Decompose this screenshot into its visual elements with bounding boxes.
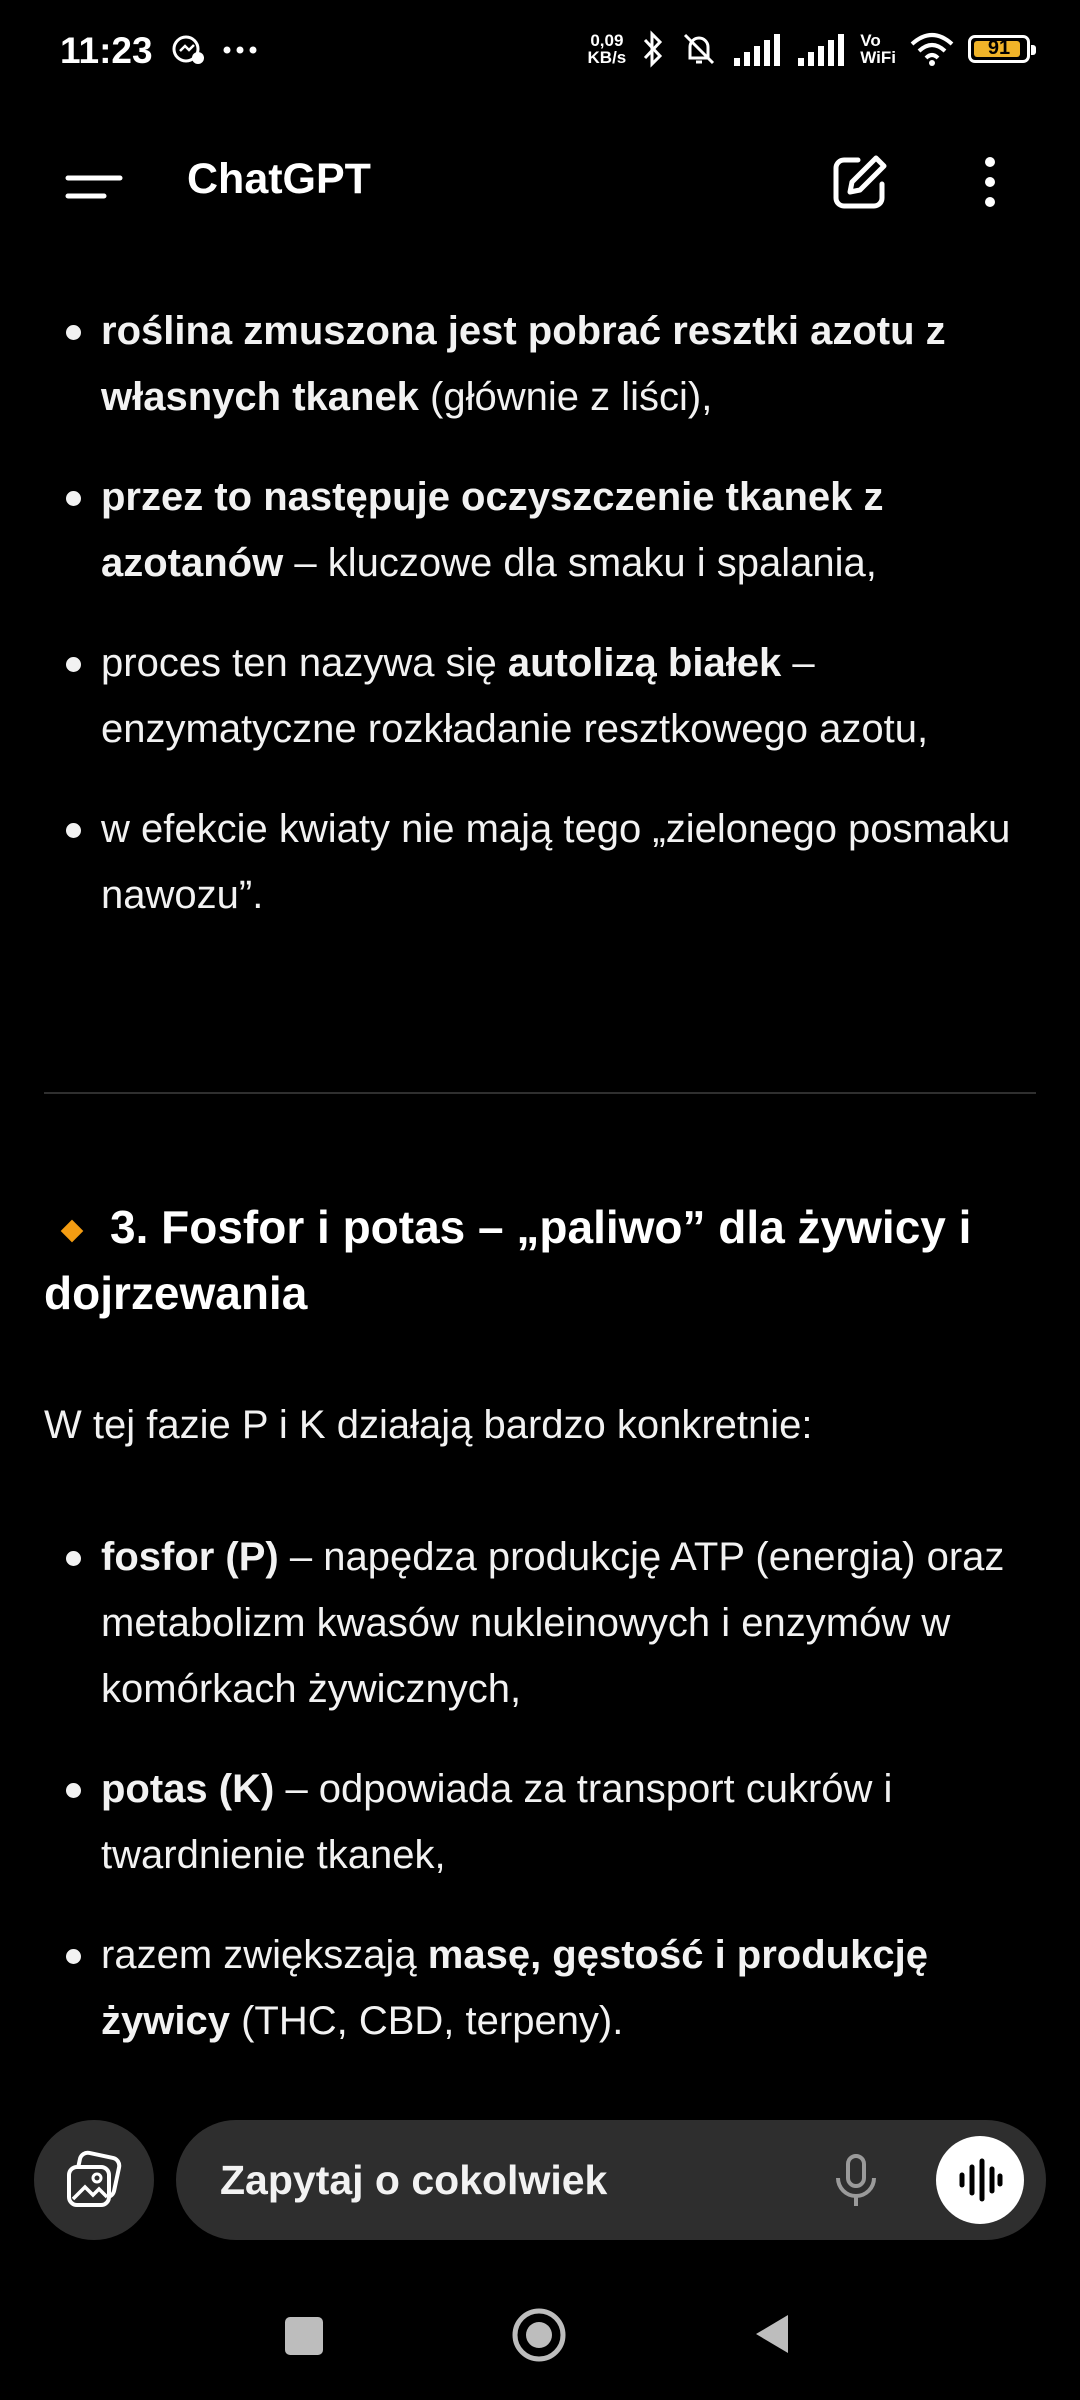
message-composer xyxy=(0,2090,1080,2270)
more-notifications-icon xyxy=(222,45,258,55)
list-item: razem zwiększają masę, gęstość i produkcję żywicy (THC, CBD, terpeny). xyxy=(0,1922,1060,2054)
list-item: fosfor (P) – napędza produkcję ATP (energia) oraz metabolizm kwasów nukleinowych i enzymów w komórkach żywicznych, xyxy=(0,1524,1060,1722)
voice-waveform-icon xyxy=(955,2155,1005,2205)
section-divider xyxy=(44,1092,1036,1094)
microphone-icon[interactable] xyxy=(826,2150,886,2210)
list-item: w efekcie kwiaty nie mają tego „zielonego posmaku nawozu”. xyxy=(0,796,1060,928)
back-button[interactable] xyxy=(752,2311,792,2357)
prompt-input[interactable] xyxy=(176,2120,1046,2240)
home-button[interactable] xyxy=(511,2307,567,2363)
phosphorus-potassium-bullet-list xyxy=(0,1524,1060,2054)
image-attach-icon xyxy=(63,2149,125,2211)
list-item: roślina zmuszona jest pobrać resztki azotu z własnych tkanek (głównie z liści), xyxy=(0,298,1060,430)
vowifi-indicator: Vo WiFi xyxy=(860,31,896,67)
list-item: proces ten nazywa się autolizą białek – enzymatyczne rozkładanie resztkowego azotu, xyxy=(0,630,1060,762)
system-nav-bar xyxy=(0,2270,1080,2400)
status-bar xyxy=(0,0,1080,110)
voice-mode-button[interactable] xyxy=(936,2136,1024,2224)
signal-strength-icon-1 xyxy=(732,32,782,66)
attach-button[interactable] xyxy=(34,2120,154,2240)
status-time: 11:23 xyxy=(60,30,153,71)
app-header xyxy=(0,110,1080,250)
signal-strength-icon-2 xyxy=(796,32,846,66)
orange-diamond-icon xyxy=(61,1220,84,1243)
battery-indicator: 91 xyxy=(968,35,1030,63)
recent-apps-button[interactable] xyxy=(285,2317,323,2355)
list-item: przez to następuje oczyszczenie tkanek z azotanów – kluczowe dla smaku i spalania, xyxy=(0,464,1060,596)
new-chat-icon[interactable] xyxy=(830,152,890,212)
more-options-icon[interactable] xyxy=(960,152,1020,212)
wifi-icon xyxy=(910,32,954,66)
chat-message-content xyxy=(0,250,1080,2090)
messenger-notification-icon xyxy=(170,32,206,68)
section-heading: 3. Fosfor i potas – „paliwo” dla żywicy i dojrzewania xyxy=(44,1201,972,1319)
nitrogen-bullet-list xyxy=(0,298,1060,928)
sidebar-menu-icon[interactable] xyxy=(60,160,130,220)
network-speed: 0,09 KB/s xyxy=(587,31,627,67)
bluetooth-icon xyxy=(640,30,666,68)
app-title: ChatGPT xyxy=(187,155,371,203)
section-intro-text: W tej fazie P i K działają bardzo konkretnie: xyxy=(44,1403,813,1447)
prompt-placeholder: Zapytaj o cokolwiek xyxy=(220,2157,608,2203)
mute-bell-icon xyxy=(680,30,718,68)
list-item: potas (K) – odpowiada za transport cukrów i twardnienie tkanek, xyxy=(0,1756,1060,1888)
